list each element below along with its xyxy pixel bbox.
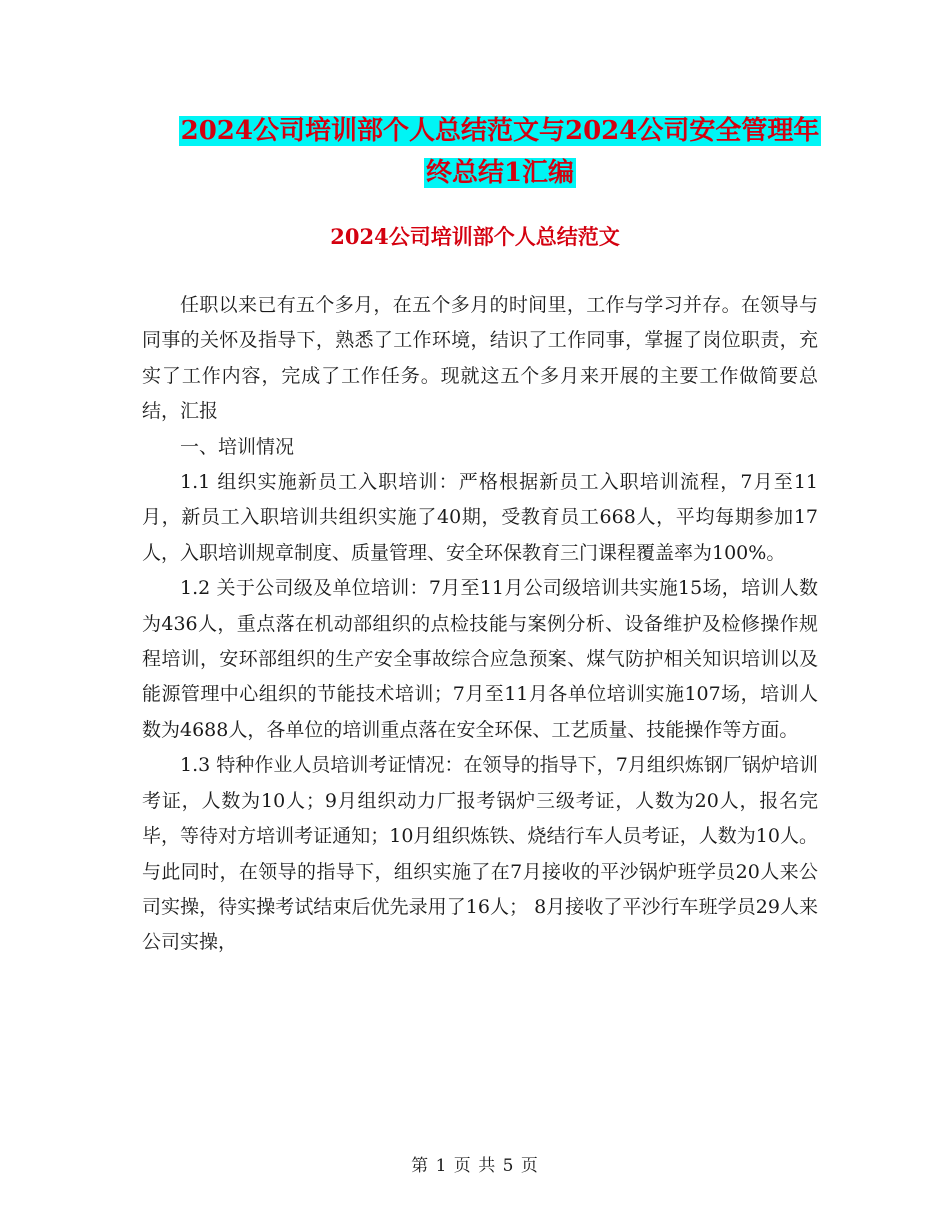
section-title: 2024公司培训部个人总结范文 — [330, 224, 620, 249]
paragraph-intro: 任职以来已有五个多月，在五个多月的时间里，工作与学习并存。在领导与同事的关怀及指导下，熟悉了工作环境，结识了工作同事，掌握了岗位职责，充实了工作内容，完成了工作任务。现就这五个多月来开展的主要工作做简要总结，汇报 — [142, 294, 818, 423]
document-title — [140, 110, 860, 194]
paragraph-1-3: 1.3 特种作业人员培训考证情况：在领导的指导下，7月组织炼钢厂锅炉培训考证，人数为10人；9月组织动力厂报考锅炉三级考证，人数为20人，报名完毕，等待对方培训考证通知；10月组织炼铁、烧结行车人员考证，人数为10人。与此同时，在领导的指导下，组织实施了在7月接收的平沙锅炉班学员20人来公司实操，待实操考试结束后优先录用了16人； 8月接收了平沙行车班学员29人来公司实操， — [142, 754, 818, 954]
heading-training: 一、培训情况 — [180, 435, 295, 458]
document-body — [142, 288, 818, 961]
document-title-line1: 2024公司培训部个人总结范文与2024公司安全管理年 — [180, 116, 820, 146]
document-title-line2: 终总结1汇编 — [425, 158, 575, 188]
page-footer: 第 1 页 共 5 页 — [411, 1156, 539, 1176]
paragraph-1-2: 1.2 关于公司级及单位培训：7月至11月公司级培训共实施15场，培训人数为436人，重点落在机动部组织的点检技能与案例分析、设备维护及检修操作规程培训，安环部组织的生产安全事故综合应急预案、煤气防护相关知识培训以及能源管理中心组织的节能技术培训；7月至11月各单位培训实施107场，培训人数为4688人，各单位的培训重点落在安全环保、工艺质量、技能操作等方面。 — [142, 577, 818, 741]
paragraph-1-1: 1.1 组织实施新员工入职培训：严格根据新员工入职培训流程，7月至11月，新员工入职培训共组织实施了40期，受教育员工668人，平均每期参加17人，入职培训规章制度、质量管理、安全环保教育三门课程覆盖率为100%。 — [142, 471, 818, 564]
